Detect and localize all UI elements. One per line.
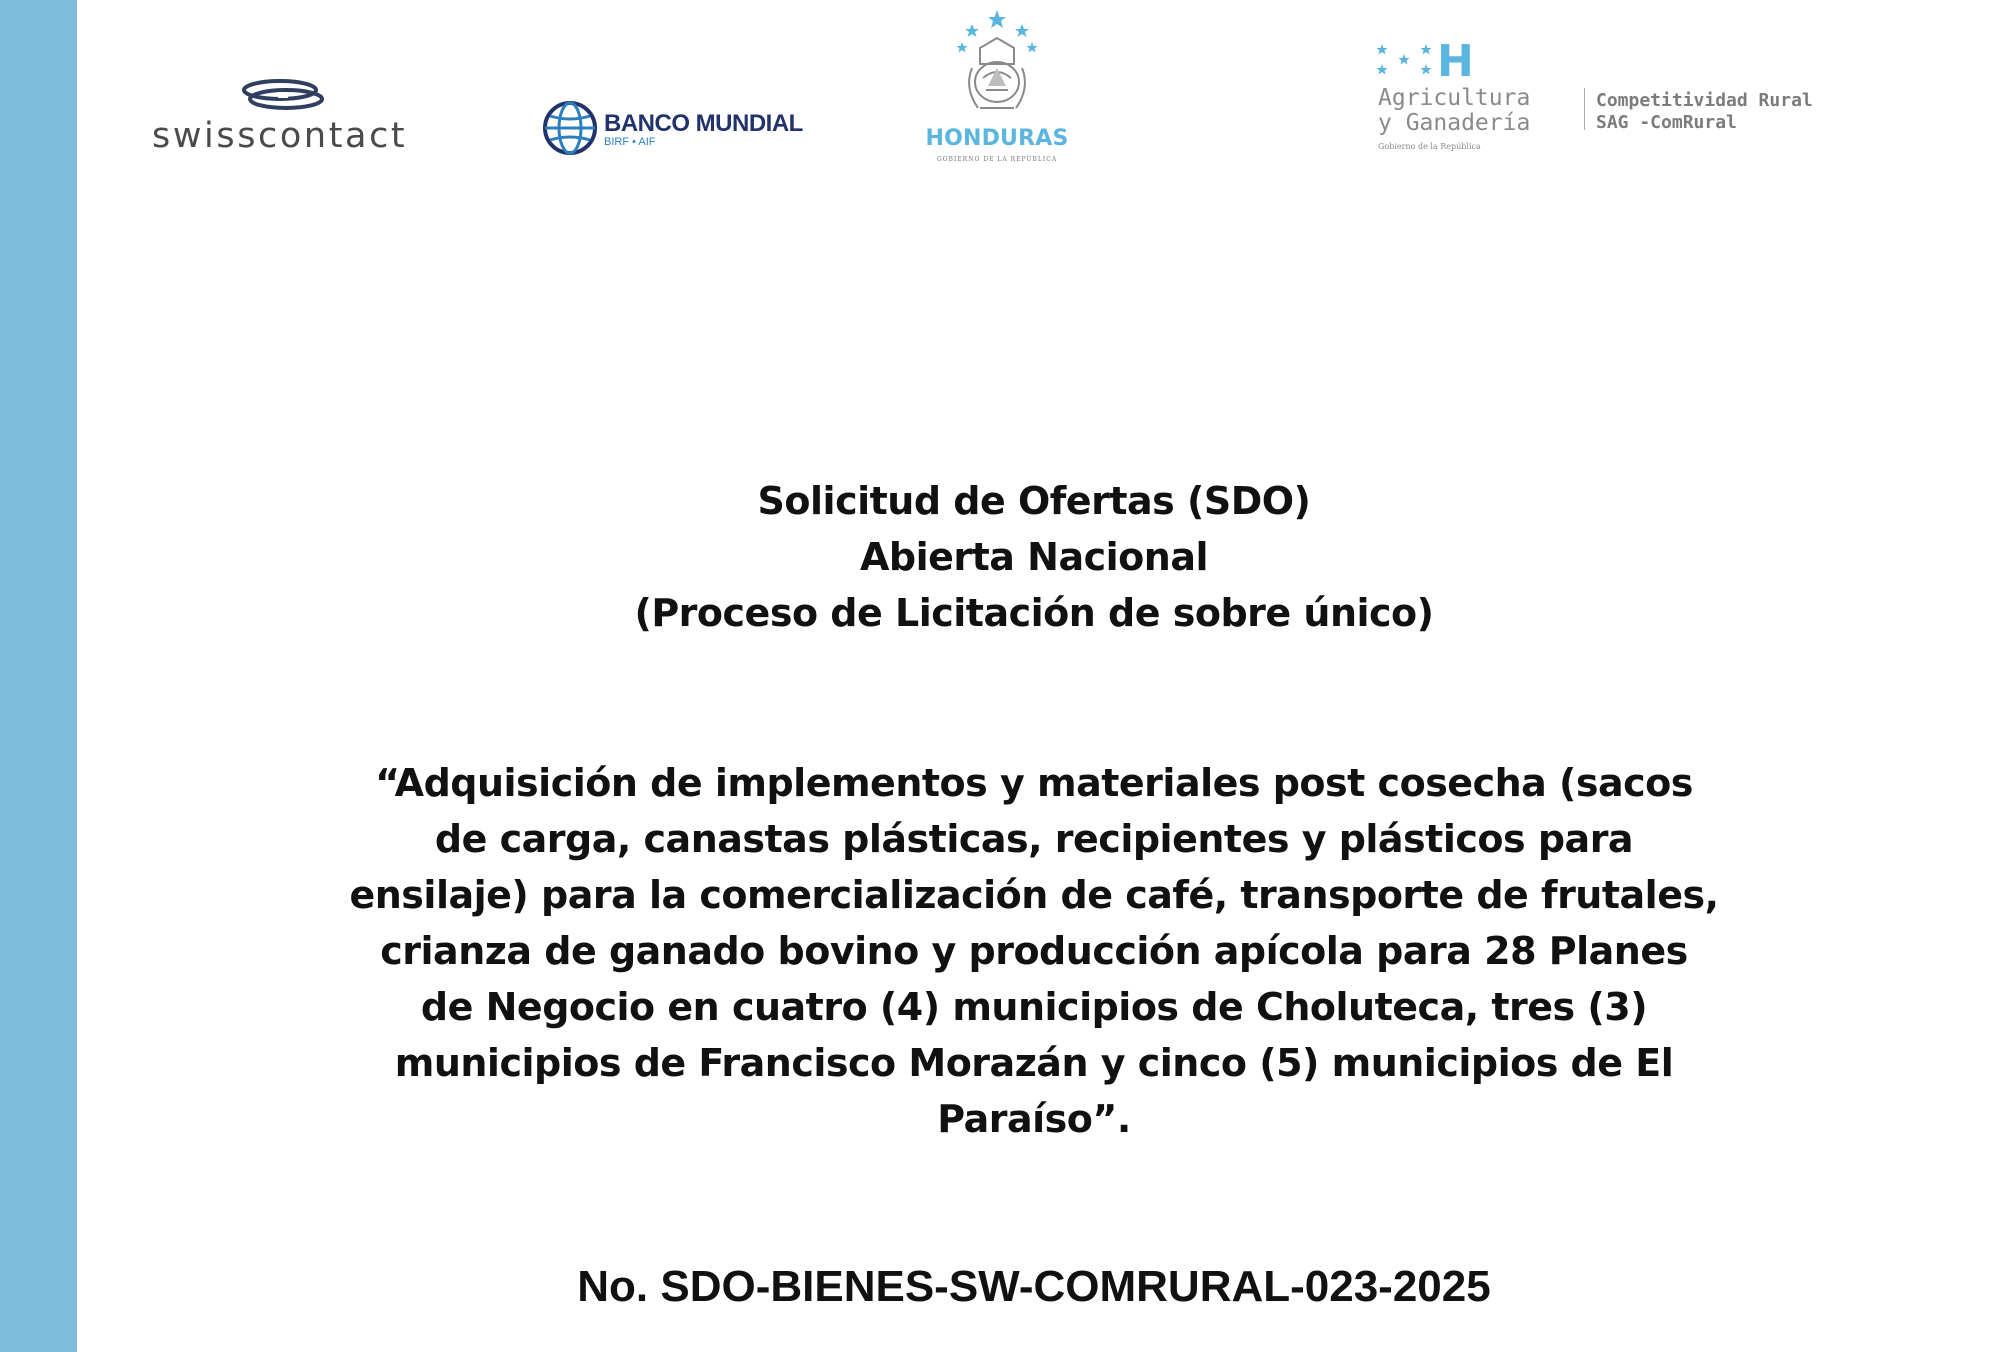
subject-line: municipios de Francisco Morazán y cinco (5) municipios de El — [394, 1041, 1674, 1085]
sag-line-1: Agricultura — [1378, 85, 1531, 111]
swisscontact-wordmark: swisscontact — [152, 116, 408, 156]
swisscontact-swirl-icon — [240, 78, 326, 112]
subject-line: “Adquisición de implementos y materiales post cosecha (sacos — [375, 761, 1693, 805]
globe-icon — [542, 100, 598, 156]
honduras-logo — [912, 8, 1082, 163]
sag-comp-line-1: Competitividad Rural — [1596, 90, 1813, 111]
subject-line: crianza de ganado bovino y producción apícola para 28 Planes — [380, 929, 1688, 973]
subject-line: de carga, canastas plásticas, recipientes y plásticos para — [434, 817, 1634, 861]
sag-gobierno-text: Gobierno de la República — [1378, 142, 1481, 151]
honduras-wordmark: HONDURAS — [925, 126, 1069, 151]
sag-agricultura-text — [1378, 86, 1530, 136]
banco-mundial-subtitle: BIRF • AIF — [604, 136, 656, 148]
heading-line-2: Abierta Nacional — [859, 535, 1208, 579]
swisscontact-logo — [150, 78, 420, 163]
heading-line-1: Solicitud de Ofertas (SDO) — [757, 479, 1311, 523]
sag-comrural-logo — [1372, 36, 1872, 160]
left-accent-bar — [0, 0, 77, 1352]
honduras-subtitle: GOBIERNO DE LA REPÚBLICA — [936, 156, 1058, 163]
sag-competitividad-text — [1596, 90, 1813, 134]
banco-mundial-logo — [542, 100, 812, 162]
document-heading — [77, 473, 1991, 641]
sag-h-letter: H — [1437, 36, 1474, 87]
sag-line-2: y Ganadería — [1378, 110, 1531, 136]
subject-line: Paraíso”. — [937, 1097, 1131, 1141]
stars-icon — [1372, 40, 1436, 80]
subject-line: de Negocio en cuatro (4) municipios de Choluteca, tres (3) — [420, 985, 1648, 1029]
heading-line-3: (Proceso de Licitación de sobre único) — [634, 591, 1434, 635]
subject-line: ensilaje) para la comercialización de café, transporte de frutales, — [349, 873, 1719, 917]
sag-divider — [1584, 88, 1585, 130]
honduras-coat-of-arms-icon — [950, 8, 1044, 120]
sag-comp-line-2: SAG -ComRural — [1596, 112, 1737, 133]
banco-mundial-name: BANCO MUNDIAL — [604, 110, 803, 137]
reference-number: No. SDO-BIENES-SW-COMRURAL-023-2025 — [577, 1262, 1491, 1311]
procurement-subject — [77, 755, 1991, 1147]
